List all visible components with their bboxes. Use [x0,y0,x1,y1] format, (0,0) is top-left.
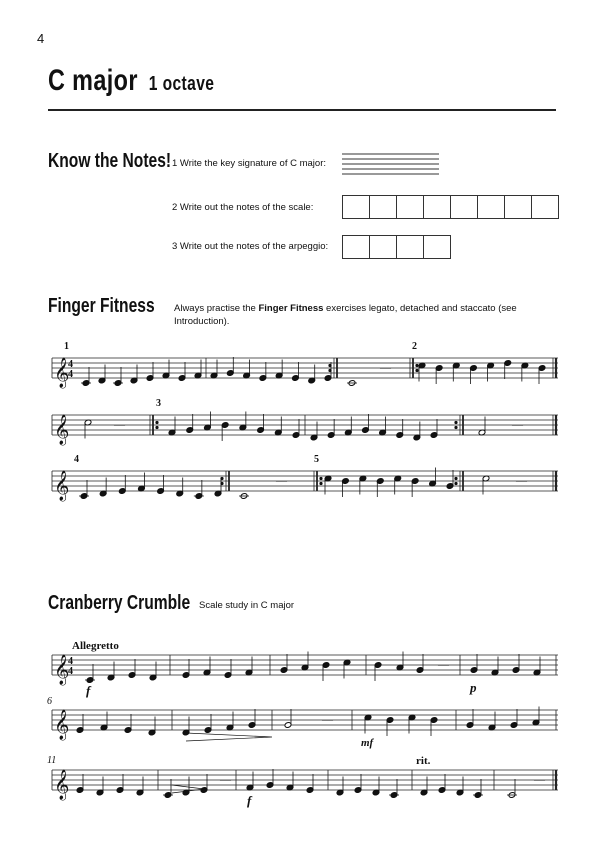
note [418,362,426,369]
treble-clef-icon: 𝄞 [54,710,70,739]
note [98,377,106,384]
answer-box[interactable] [396,195,424,219]
staff [52,471,558,491]
note [107,674,115,681]
staff [52,770,558,790]
exercise-number: 5 [314,454,319,465]
note [292,432,300,439]
rest: — [220,774,231,786]
note [148,729,156,736]
note [456,789,464,796]
note [162,372,170,379]
note [226,370,234,377]
repeat-dot [156,426,158,428]
note [394,475,402,482]
arpeggio-answer-boxes[interactable] [343,235,451,259]
question-3: 3 Write out the notes of the arpeggio: [172,241,329,252]
note [130,377,138,384]
repeat-dot [329,364,331,366]
note [168,429,176,436]
note [359,475,367,482]
repeat-dot [221,482,223,484]
treble-clef-icon: 𝄞 [54,655,70,684]
note [396,432,404,439]
note [386,717,394,724]
question-1: 1 Write the key signature of C major: [172,158,326,169]
note [128,672,136,679]
time-signature: 4 [68,656,73,667]
note [275,372,283,379]
note [99,490,107,497]
note [246,784,254,791]
note [478,429,486,436]
note [306,787,314,794]
note [438,787,446,794]
repeat-dot [329,369,331,371]
staff [52,710,558,730]
note-text: Always practise the [174,303,259,314]
note [280,667,288,674]
cranberry-heading: Cranberry Crumble [48,592,191,614]
note [430,432,438,439]
note [178,375,186,382]
repeat-dot [156,421,158,423]
note [466,722,474,729]
note [194,372,202,379]
title-rule [48,109,556,111]
answer-box[interactable] [369,235,397,259]
repeat-dot [455,482,457,484]
blank-staff-keysig[interactable] [342,152,440,178]
note [124,727,132,734]
scale-answer-boxes[interactable] [343,195,559,219]
note [226,724,234,731]
note [182,672,190,679]
note [470,365,478,372]
note [100,724,108,731]
note [322,662,330,669]
note [474,792,482,799]
note [510,722,518,729]
note [195,493,203,500]
note [348,380,356,387]
question-2: 2 Write out the notes of the scale: [172,202,314,213]
note [114,380,122,387]
time-signature: 4 [68,369,73,380]
note [146,375,154,382]
note [274,429,282,436]
rest: — [114,419,125,431]
note [84,419,92,426]
note [420,789,428,796]
note [76,787,84,794]
exercise-number: 4 [74,454,79,465]
answer-box[interactable] [423,195,451,219]
note [292,375,300,382]
note [116,787,124,794]
note [266,782,274,789]
dynamic-forte: f [86,683,91,698]
note [508,792,516,799]
note [138,485,146,492]
note [470,667,478,674]
cranberry-subtitle: Scale study in C major [199,600,295,611]
note [203,669,211,676]
rest: — [534,774,545,786]
note [259,375,267,382]
note [504,360,512,367]
note [301,664,309,671]
note [221,422,229,429]
treble-clef-icon: 𝄞 [54,471,70,500]
rest: — [380,362,391,374]
note [240,493,248,500]
answer-box[interactable] [450,195,478,219]
note [336,789,344,796]
rest: — [438,659,449,671]
repeat-dot [455,477,457,479]
note [429,480,437,487]
note [204,727,212,734]
tempo-marking: Allegretto [72,640,119,652]
note [284,722,292,729]
repeat-dot [455,426,457,428]
treble-clef-icon: 𝄞 [54,770,70,799]
dynamic-forte: f [247,793,252,808]
treble-clef-icon: 𝄞 [54,415,70,444]
note [435,365,443,372]
rest: — [516,475,527,487]
time-signature: 4 [68,666,73,677]
repeat-dot [455,421,457,423]
note-text: exercises legato, detached and staccato (see Introduction). [174,303,517,327]
staff [52,358,558,378]
note [512,667,520,674]
note [364,714,372,721]
note [239,424,247,431]
note [372,789,380,796]
note [245,669,253,676]
note [210,372,218,379]
treble-clef-icon: 𝄞 [54,358,70,387]
staff [52,415,558,435]
exercise-number: 2 [412,341,417,352]
exercise-number: 1 [64,341,69,352]
answer-box[interactable] [531,195,559,219]
note [118,488,126,495]
bar-number: 6 [47,696,52,707]
note [482,475,490,482]
repeat-dot [221,477,223,479]
note [310,434,318,441]
note [413,434,421,441]
note [411,478,419,485]
note [186,427,194,434]
note [342,478,350,485]
note [538,365,546,372]
repeat-dot [416,364,418,366]
finger-fitness-note [174,302,544,328]
staff [52,655,558,675]
note [374,662,382,669]
note [533,669,541,676]
note [80,493,88,500]
note [136,789,144,796]
note [324,375,332,382]
note [164,792,172,799]
note [487,362,495,369]
note [430,717,438,724]
note [149,674,157,681]
note [396,664,404,671]
title-sub: 1 octave [148,73,215,95]
answer-box[interactable] [504,195,532,219]
note [416,667,424,674]
note [354,787,362,794]
note [176,490,184,497]
note [327,432,335,439]
repeat-dot [320,482,322,484]
page-number: 4 [37,31,45,46]
answer-box[interactable] [396,235,424,259]
exercise-number: 3 [156,398,161,409]
note [182,729,190,736]
note [308,377,316,384]
note [452,362,460,369]
answer-box[interactable] [342,235,370,259]
answer-box[interactable] [477,195,505,219]
note [200,787,208,794]
note-bold: Finger Fitness [258,303,324,314]
note [96,789,104,796]
bar-number: 11 [47,755,57,766]
rit-marking: rit. [416,755,431,767]
note [204,424,212,431]
note [376,478,384,485]
repeat-dot [320,477,322,479]
note [446,483,454,490]
note [257,427,265,434]
note [182,789,190,796]
note [390,792,398,799]
note [214,490,222,497]
repeat-dot [416,369,418,371]
note [248,722,256,729]
title-key: C major [48,64,138,97]
note [157,488,165,495]
note [82,380,90,387]
rest: — [322,714,333,726]
note [343,659,351,666]
note [521,362,529,369]
dynamic-piano: p [470,680,477,695]
page-title [48,64,214,98]
rest: — [276,475,287,487]
note [224,672,232,679]
note [243,372,251,379]
note [324,475,332,482]
note [532,719,540,726]
note [379,429,387,436]
know-notes-heading: Know the Notes! [48,150,172,172]
note [344,429,352,436]
time-signature: 4 [68,359,73,370]
finger-fitness-heading: Finger Fitness [48,295,155,317]
diminuendo-hairpin [172,785,204,793]
rest: — [512,419,523,431]
note [286,784,294,791]
note [76,727,84,734]
dynamic-mezzo-forte: mf [361,737,374,749]
note [488,724,496,731]
answer-box[interactable] [369,195,397,219]
answer-box[interactable] [423,235,451,259]
note [362,427,370,434]
note [408,714,416,721]
crescendo-hairpin [186,733,272,741]
note [491,669,499,676]
answer-box[interactable] [342,195,370,219]
